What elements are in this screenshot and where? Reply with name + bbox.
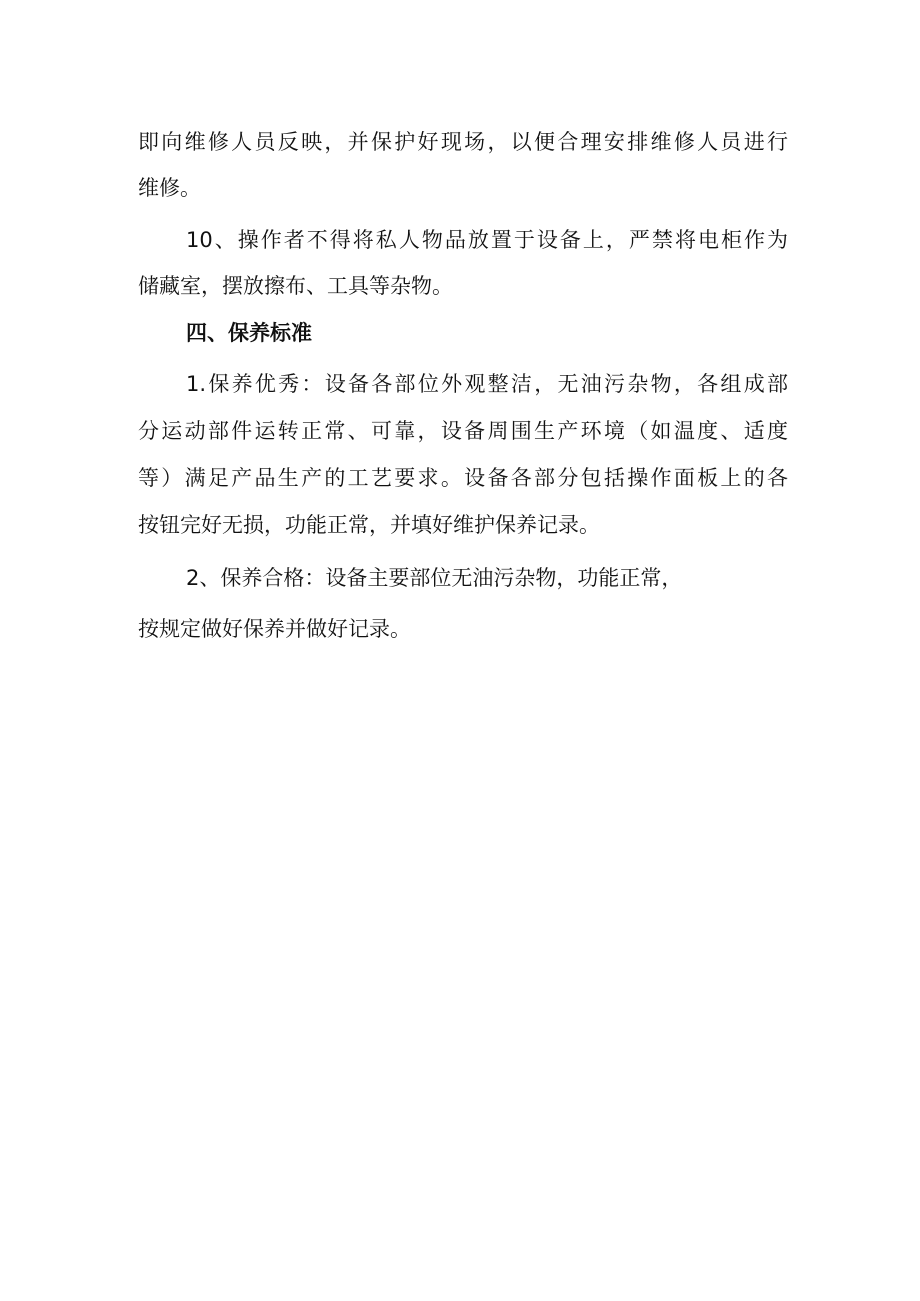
paragraph-line: 按钮完好无损，功能正常，并填好维护保养记录。 [138, 513, 600, 537]
paragraph-line: 维修。 [138, 176, 201, 200]
paragraph-line: 1.保养优秀：设备各部位外观整洁，无油污杂物，各组成部 [186, 372, 788, 396]
paragraph-line: 等）满足产品生产的工艺要求。设备各部分包括操作面板上的各 [138, 466, 788, 490]
paragraph-line: 即向维修人员反映，并保护好现场，以便合理安排维修人员进行 [138, 130, 788, 154]
paragraph-line: 储藏室，摆放擦布、工具等杂物。 [138, 274, 453, 298]
section-heading: 四、保养标准 [186, 321, 312, 345]
paragraph-line: 2、保养合格：设备主要部位无油污杂物，功能正常， [186, 566, 683, 590]
paragraph-line: 10、操作者不得将私人物品放置于设备上，严禁将电柜作为 [186, 228, 788, 252]
paragraph-line: 按规定做好保养并做好记录。 [138, 617, 411, 641]
paragraph-line: 分运动部件运转正常、可靠，设备周围生产环境（如温度、适度 [138, 419, 788, 443]
